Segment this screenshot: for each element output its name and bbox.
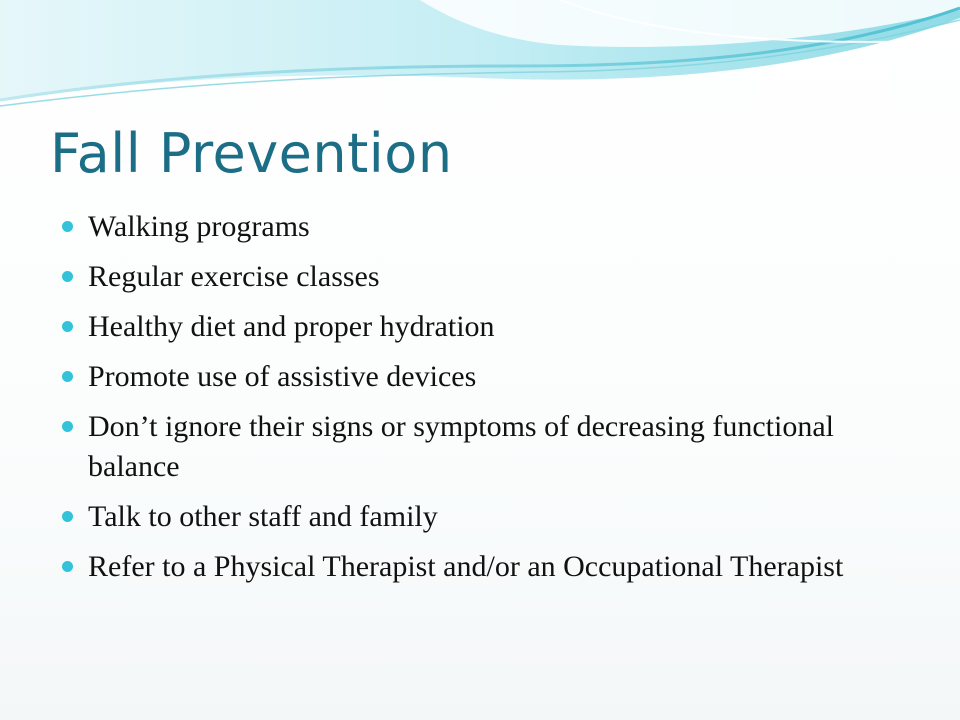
list-item: [60, 547, 910, 587]
list-item: [60, 497, 910, 537]
filled-circle-bullet-icon: [62, 371, 73, 382]
list-item: [60, 357, 910, 397]
filled-circle-bullet-icon: [62, 561, 73, 572]
bullet-text: Regular exercise classes: [88, 260, 380, 293]
filled-circle-bullet-icon: [62, 221, 73, 232]
bullet-text: Talk to other staff and family: [88, 500, 438, 533]
bullet-text: Don’t ignore their signs or symptoms of decreasing functional balance: [88, 410, 834, 483]
filled-circle-bullet-icon: [62, 511, 73, 522]
filled-circle-bullet-icon: [62, 421, 73, 432]
bullet-text: Promote use of assistive devices: [88, 360, 477, 393]
list-item: [60, 257, 910, 297]
filled-circle-bullet-icon: [62, 321, 73, 332]
list-item: [60, 207, 910, 247]
decorative-wave-header: [0, 0, 960, 120]
list-item: [60, 307, 910, 347]
list-item: [60, 407, 910, 487]
bullet-text: Healthy diet and proper hydration: [88, 310, 495, 343]
bullet-text: Refer to a Physical Therapist and/or an Occupational Therapist: [88, 550, 844, 583]
bullet-list: [60, 207, 910, 597]
bullet-text: Walking programs: [88, 210, 310, 243]
filled-circle-bullet-icon: [62, 271, 73, 282]
slide-title: Fall Prevention: [50, 122, 453, 185]
